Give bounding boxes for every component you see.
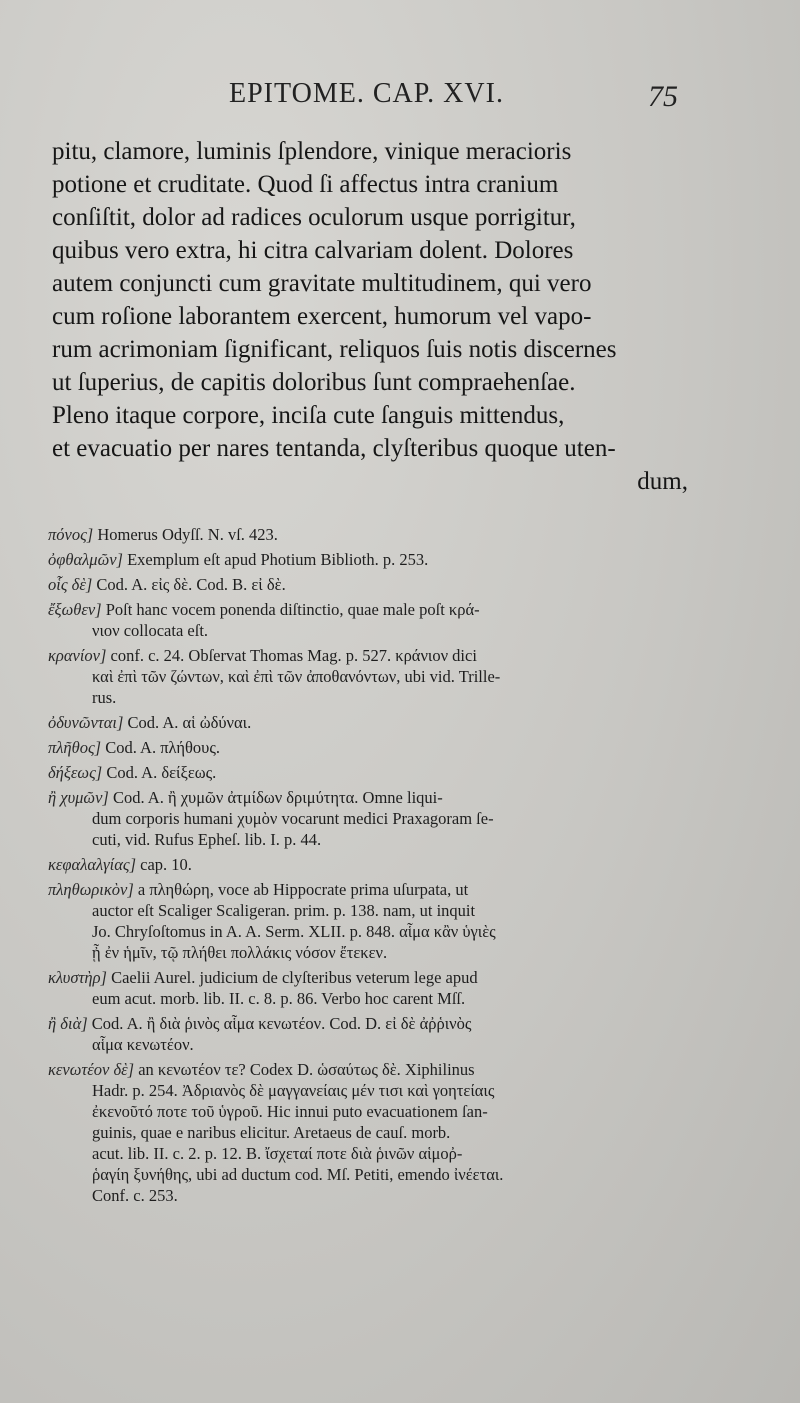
page-number: 75 [648, 80, 678, 113]
note-lemma: κρανίον] [48, 646, 107, 665]
note-line [48, 737, 688, 758]
note-line [48, 645, 688, 666]
note-lemma: κλυστὴρ] [48, 968, 107, 987]
note-text: Caelii Aurel. judicium de clyſteribus veterum lege apud [111, 968, 478, 987]
footnote [48, 762, 688, 783]
note-line: ᾖ ἐν ἡμῖν, τῷ πλήθει πολλάκις νόσον ἔτεκεν. [92, 943, 388, 962]
note-text: a πληθώρη, voce ab Hippocrate prima uſurpata, ut [137, 880, 469, 899]
text-line: conſiſtit, dolor ad radices oculorum usque porrigitur, [52, 204, 576, 231]
text-line: rum acrimoniam ſignificant, reliquos ſuis notis discernes [52, 336, 617, 363]
note-line: αἷμα κενωτέον. [92, 1035, 194, 1054]
text-line: et evacuatio per nares tentanda, clyſteribus quoque uten- [52, 435, 616, 462]
note-text: Poſt hanc vocem ponenda diſtinctio, quae male poſt κρά- [105, 600, 480, 619]
note-lemma: πληθωρικὸν] [48, 880, 134, 899]
note-line [48, 524, 688, 545]
footnote [48, 879, 688, 963]
text-line-catchword: dum, [637, 468, 688, 495]
note-line [48, 1059, 688, 1080]
note-lemma: πόνος] [48, 525, 94, 544]
note-line: cuti, vid. Rufus Epheſ. lib. I. p. 44. [92, 830, 322, 849]
note-line [48, 599, 688, 620]
note-text: an κενωτέον τε? Codex D. ὡσαύτως δὲ. Xiphilinus [138, 1060, 475, 1079]
running-head: EPITOME. CAP. XVI. [229, 78, 504, 109]
note-line: Hadr. p. 254. Ἀδριανὸς δὲ μαγγανείαις μέν τισι καὶ γοητείαις [92, 1081, 495, 1100]
note-line [48, 712, 688, 733]
note-line [48, 967, 688, 988]
footnote [48, 1059, 688, 1206]
note-line [48, 787, 688, 808]
note-lemma: ἔξωθεν] [48, 600, 102, 619]
note-line: acut. lib. II. c. 2. p. 12. B. ἴσχεταί ποτε διὰ ῥινῶν αἱμοῤ- [92, 1144, 463, 1163]
note-text: Cod. A. εἰς δὲ. Cod. B. εἰ δὲ. [96, 575, 286, 594]
main-text [52, 135, 688, 498]
note-lemma: κενωτέον δὲ] [48, 1060, 135, 1079]
footnote [48, 854, 688, 875]
note-lemma: ἢ χυμῶν] [48, 788, 109, 807]
footnote [48, 1013, 688, 1055]
note-line: ῥαγίη ξυνήθης, ubi ad ductum cod. Mſ. Petiti, emendo ἰνέεται. [92, 1165, 504, 1184]
note-line: νιον collocata eſt. [92, 621, 209, 640]
footnote [48, 967, 688, 1009]
page-header [0, 78, 800, 118]
text-line: cum roſione laborantem exercent, humorum vel vapo- [52, 303, 592, 330]
note-line [48, 574, 688, 595]
note-text: conf. c. 24. Obſervat Thomas Mag. p. 527. κράνιον dici [110, 646, 477, 665]
note-line [48, 879, 688, 900]
note-text: Cod. A. πλήθους. [105, 738, 221, 757]
footnote [48, 599, 688, 641]
note-lemma: ὀφθαλμῶν] [48, 550, 123, 569]
note-lemma: πλῆθος] [48, 738, 102, 757]
text-line: autem conjuncti cum gravitate multitudinem, qui vero [52, 270, 592, 297]
note-lemma: ὀδυνῶνται] [48, 713, 124, 732]
note-line: rus. [92, 688, 117, 707]
note-text: Homerus Odyſſ. N. vſ. 423. [97, 525, 278, 544]
footnote [48, 645, 688, 708]
note-line: auctor eſt Scaliger Scaligeran. prim. p. 138. nam, ut inquit [92, 901, 476, 920]
note-text: Exemplum eſt apud Photium Biblioth. p. 253. [127, 550, 429, 569]
note-line: dum corporis humani χυμὸν vocarunt medici Praxagoram ſe- [92, 809, 494, 828]
note-lemma: οἷς δὲ] [48, 575, 93, 594]
text-line: potione et cruditate. Quod ſi affectus intra cranium [52, 171, 559, 198]
note-line: guinis, quae e naribus elicitur. Aretaeus de cauſ. morb. [92, 1123, 451, 1142]
text-line: quibus vero extra, hi citra calvariam dolent. Dolores [52, 237, 574, 264]
text-line: Pleno itaque corpore, inciſa cute ſanguis mittendus, [52, 402, 565, 429]
footnote [48, 574, 688, 595]
note-line: Conf. c. 253. [92, 1186, 178, 1205]
note-line: καὶ ἐπὶ τῶν ζώντων, καὶ ἐπὶ τῶν ἀποθανόντων, ubi vid. Trille- [92, 667, 501, 686]
note-text: Cod. A. ἢ χυμῶν ἀτμίδων δριμύτητα. Omne liqui- [112, 788, 443, 807]
note-line [48, 1013, 688, 1034]
text-line: pitu, clamore, luminis ſplendore, vinique meracioris [52, 138, 572, 165]
note-text: Cod. A. δείξεως. [106, 763, 217, 782]
note-text: Cod. A. ἢ διὰ ῥινὸς αἷμα κενωτέον. Cod. D. εἰ δὲ ἀῤῥινὸς [91, 1014, 472, 1033]
footnote [48, 549, 688, 570]
note-lemma: κεφαλαλγίας] [48, 855, 137, 874]
note-text: cap. 10. [140, 855, 192, 874]
footnote [48, 787, 688, 850]
text-line: ut ſuperius, de capitis doloribus ſunt compraehenſae. [52, 369, 576, 396]
note-line [48, 549, 688, 570]
note-lemma: δήξεως] [48, 763, 103, 782]
footnote [48, 524, 688, 545]
note-line: ἐκενοῦτό ποτε τοῦ ὑγροῦ. Hic innui puto evacuationem ſan- [92, 1102, 488, 1121]
note-line: Jo. Chryſoſtomus in A. A. Serm. XLII. p. 848. αἷμα κἂν ὑγιὲς [92, 922, 496, 941]
note-text: Cod. A. αἱ ὠδύναι. [127, 713, 252, 732]
note-lemma: ἢ διὰ] [48, 1014, 88, 1033]
note-line [48, 854, 688, 875]
footnote [48, 737, 688, 758]
footnotes [48, 524, 688, 1210]
footnote [48, 712, 688, 733]
note-line: eum acut. morb. lib. II. c. 8. p. 86. Verbo hoc carent Mſſ. [92, 989, 466, 1008]
note-line [48, 762, 688, 783]
